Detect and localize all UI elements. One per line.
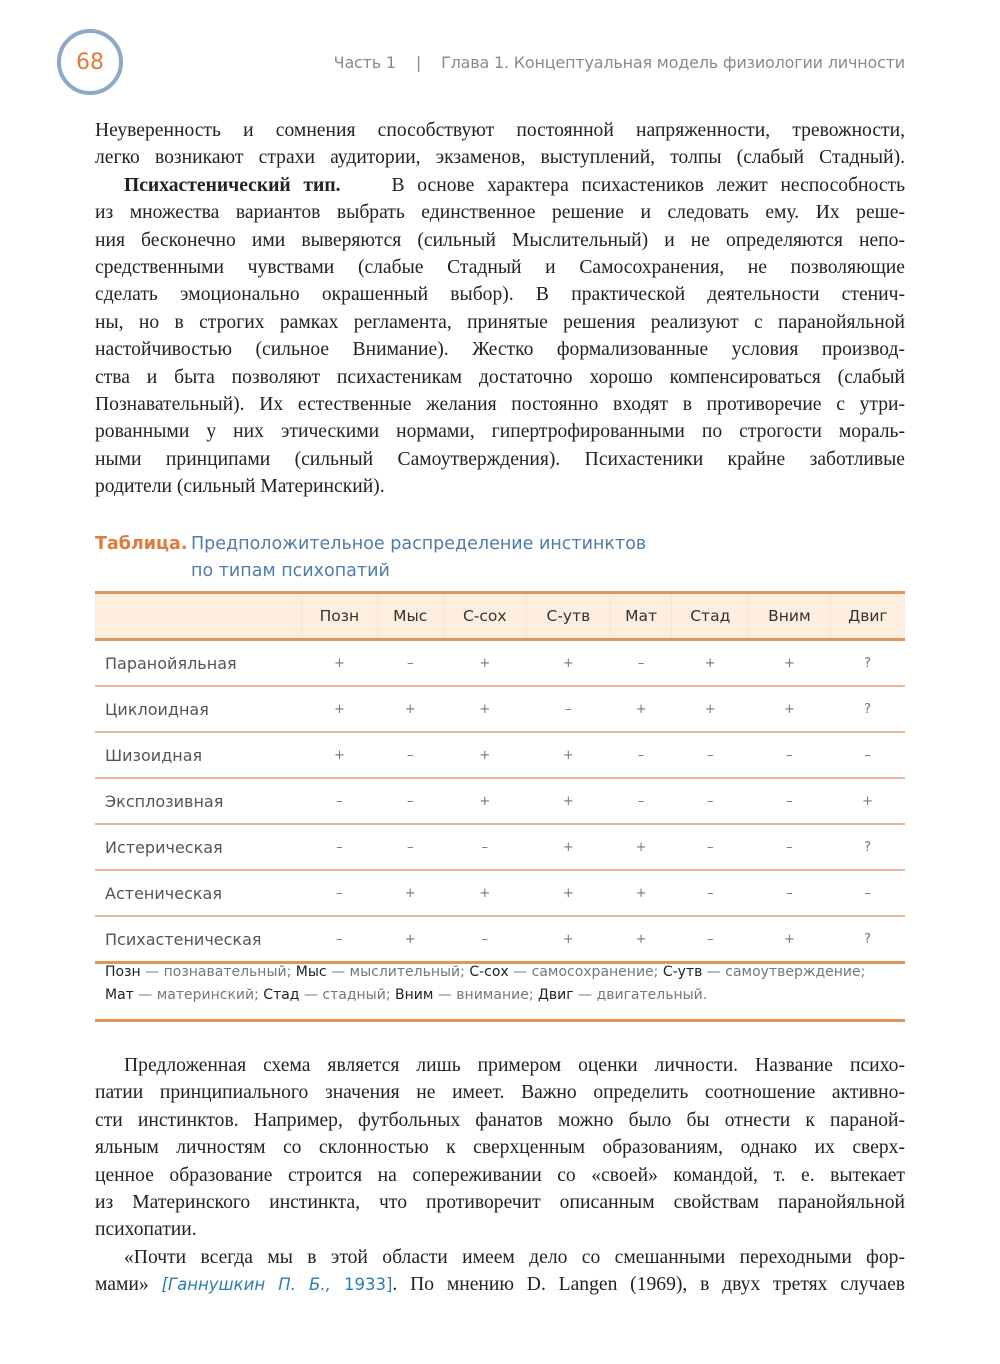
- table-cell: –: [672, 732, 749, 778]
- legend-meaning: — мыслительный;: [326, 964, 470, 980]
- table-cell: –: [302, 778, 378, 824]
- table-cell: +: [527, 640, 611, 687]
- text-line: Предложенная схема является лишь примером оценки личности. Название психо-: [124, 1055, 905, 1076]
- table-cell: +: [527, 778, 611, 824]
- table-cell: –: [749, 870, 830, 916]
- column-header: С-сох: [443, 593, 526, 640]
- table-legend: [95, 961, 905, 1022]
- table-cell: +: [527, 916, 611, 963]
- text-line: Познавательный). Их естественные желания постоянно входят в противоречие с утри-: [95, 394, 905, 416]
- text-line: сделать эмоционально окрашенный выбор). В практической деятельности стенич-: [95, 284, 905, 306]
- column-header: Вним: [749, 593, 830, 640]
- table-cell: +: [443, 870, 526, 916]
- text-line: ценное образование строится на сопереживании со «своей» командой, т. е. вытекает: [95, 1164, 905, 1186]
- table-cell: +: [302, 640, 378, 687]
- running-header: [334, 53, 905, 72]
- table-cell: –: [377, 824, 443, 870]
- table-cell: –: [302, 824, 378, 870]
- legend-abbr: Стад: [263, 987, 300, 1003]
- legend-meaning: — внимание;: [433, 987, 538, 1003]
- caption-title-line: по типам психопатий: [191, 561, 390, 581]
- column-header: С-утв: [527, 593, 611, 640]
- paragraph-2: [95, 172, 905, 501]
- legend-meaning: — стадный;: [299, 987, 395, 1003]
- table-cell: +: [749, 640, 830, 687]
- table-cell: +: [749, 916, 830, 963]
- table-cell: +: [443, 732, 526, 778]
- legend-meaning: — самоутверждение;: [702, 964, 866, 980]
- text-line: ния бесконечно ими выверяются (сильный Мыслительный) и не определяются непо-: [95, 229, 905, 251]
- text-line: [95, 1271, 905, 1298]
- text-fragment: мами»: [95, 1274, 149, 1296]
- row-label: Эксплозивная: [95, 778, 302, 824]
- text-line: ства и быта позволяют психастеникам достаточно хорошо компенсироваться (слабый: [95, 366, 905, 388]
- text-fragment: . По мнению D. Langen (1969), в двух третях случаев: [392, 1274, 906, 1296]
- table-cell: –: [672, 824, 749, 870]
- text-line: Неуверенность и сомнения способствуют постоянной напряженности, тревожности,: [95, 120, 905, 141]
- header-chapter: Глава 1. Концептуальная модель физиологии личности: [441, 53, 905, 72]
- table-cell: –: [377, 640, 443, 687]
- table-row: [95, 686, 905, 732]
- table-cell: –: [830, 870, 905, 916]
- table-cell: +: [749, 686, 830, 732]
- text-line: ны, но в строгих рамках регламента, принятые решения реализуют с паранойяльной: [95, 311, 905, 333]
- table-cell: +: [443, 640, 526, 687]
- paragraph-lead: Психастенический тип.: [124, 174, 341, 196]
- table-cell: ?: [830, 640, 905, 687]
- caption-label: Таблица.: [95, 534, 188, 554]
- text-line: патии принципиального значения не имеет. Важно определить соотношение активно-: [95, 1082, 905, 1104]
- table-cell: +: [443, 778, 526, 824]
- header-separator: |: [415, 53, 422, 72]
- table-cell: ?: [830, 686, 905, 732]
- table-header-row: [95, 593, 905, 640]
- row-label: Шизоидная: [95, 732, 302, 778]
- text-fragment: В основе характера психастеников лежит неспособность: [391, 174, 906, 196]
- citation-author: [Ганнушкин П. Б.,: [161, 1275, 331, 1295]
- legend-abbr: С-сох: [469, 964, 509, 980]
- body-text-bottom: [95, 1052, 905, 1299]
- table-cell: –: [610, 732, 672, 778]
- table-cell: +: [302, 686, 378, 732]
- column-header: Двиг: [830, 593, 905, 640]
- paragraph-4: [95, 1244, 905, 1299]
- table-cell: –: [443, 824, 526, 870]
- table-cell: +: [527, 732, 611, 778]
- text-line: средственными чувствами (слабые Стадный и Самосохранения, не позволяющие: [95, 257, 905, 279]
- table-row: [95, 824, 905, 870]
- table-cell: –: [672, 916, 749, 963]
- text-line: из Материнского инстинкта, что противоречит описанным свойствам паранойяльной: [95, 1192, 905, 1214]
- table-cell: +: [610, 916, 672, 963]
- column-header: Мыс: [377, 593, 443, 640]
- legend-meaning: — материнский;: [133, 987, 264, 1003]
- text-line: легко возникают страхи аудитории, экзаменов, выступлений, толпы (слабый Стадный).: [95, 147, 905, 169]
- table-cell: ?: [830, 916, 905, 963]
- table-cell: +: [610, 686, 672, 732]
- citation-link[interactable]: [161, 1275, 392, 1294]
- text-line: [95, 172, 905, 199]
- table-caption: [95, 531, 646, 585]
- row-label: Циклоидная: [95, 686, 302, 732]
- text-line: родители (сильный Материнский).: [95, 476, 385, 498]
- legend-abbr: Вним: [394, 987, 434, 1003]
- table-cell: +: [302, 732, 378, 778]
- table-cell: +: [672, 640, 749, 687]
- legend-abbr: Мыс: [295, 964, 327, 980]
- table-row: [95, 870, 905, 916]
- text-line: из множества вариантов выбрать единственное решение и следовать ему. Их реше-: [95, 202, 905, 224]
- table-row: [95, 732, 905, 778]
- table-cell: –: [749, 732, 830, 778]
- column-header: Стад: [672, 593, 749, 640]
- text-line: «Почти всегда мы в этой области имеем дело со смешанными переходными фор-: [124, 1246, 905, 1268]
- text-line: ными принципами (сильный Самоутверждения). Психастеники крайне заботливые: [95, 448, 905, 470]
- legend-abbr: Мат: [105, 987, 134, 1003]
- body-text-top: [95, 117, 905, 501]
- legend-meaning: — познавательный;: [140, 964, 296, 980]
- legend-abbr: Позн: [105, 964, 141, 980]
- citation-year: 1933]: [343, 1275, 393, 1295]
- table-cell: –: [443, 916, 526, 963]
- table-cell: –: [377, 778, 443, 824]
- paragraph-3: [95, 1052, 905, 1244]
- text-line: яльным личностям со склонностью к сверхценным образованиям, однако их сверх-: [95, 1137, 905, 1159]
- table-cell: –: [749, 778, 830, 824]
- text-line: настойчивостью (сильное Внимание). Жестко формализованные условия производ-: [95, 339, 905, 361]
- row-label: Паранойяльная: [95, 640, 302, 687]
- page-number: 68: [76, 49, 104, 75]
- legend-abbr: С-утв: [662, 964, 703, 980]
- table-cell: –: [672, 778, 749, 824]
- table-cell: +: [377, 916, 443, 963]
- page-number-badge: [57, 29, 123, 95]
- row-label: Психастеническая: [95, 916, 302, 963]
- caption-title: [191, 531, 646, 585]
- row-label: Истерическая: [95, 824, 302, 870]
- column-header: Позн: [302, 593, 378, 640]
- table-cell: +: [443, 686, 526, 732]
- table-cell: –: [302, 870, 378, 916]
- table-row: [95, 778, 905, 824]
- table-cell: +: [610, 824, 672, 870]
- text-line: рованными у них этическими нормами, гипертрофированными по строгости мораль-: [95, 421, 905, 443]
- table-cell: –: [610, 778, 672, 824]
- legend-meaning: — двигательный.: [573, 987, 708, 1003]
- column-header: Мат: [610, 593, 672, 640]
- table-cell: –: [377, 732, 443, 778]
- table-row: [95, 640, 905, 687]
- table-cell: +: [610, 870, 672, 916]
- table-cell: –: [527, 686, 611, 732]
- table-row: [95, 916, 905, 963]
- table-cell: –: [672, 870, 749, 916]
- table-cell: ?: [830, 824, 905, 870]
- header-part: Часть 1: [333, 53, 396, 72]
- row-label: Астеническая: [95, 870, 302, 916]
- table-cell: +: [830, 778, 905, 824]
- table-cell: –: [830, 732, 905, 778]
- caption-title-line: Предположительное распределение инстинктов: [191, 534, 647, 554]
- text-line: сти инстинктов. Например, футбольных фанатов можно было бы отнести к параной-: [95, 1109, 905, 1131]
- paragraph-1: [95, 117, 905, 172]
- legend-meaning: — самосохранение;: [508, 964, 663, 980]
- table-cell: +: [527, 824, 611, 870]
- table-cell: –: [302, 916, 378, 963]
- legend-abbr: Двиг: [537, 987, 574, 1003]
- table-cell: +: [377, 686, 443, 732]
- column-header-empty: [95, 593, 302, 640]
- text-line: психопатии.: [95, 1219, 197, 1241]
- table-cell: –: [749, 824, 830, 870]
- table-cell: +: [527, 870, 611, 916]
- table-cell: –: [610, 640, 672, 687]
- instinct-distribution-table: [95, 591, 905, 964]
- table-cell: +: [377, 870, 443, 916]
- table-cell: +: [672, 686, 749, 732]
